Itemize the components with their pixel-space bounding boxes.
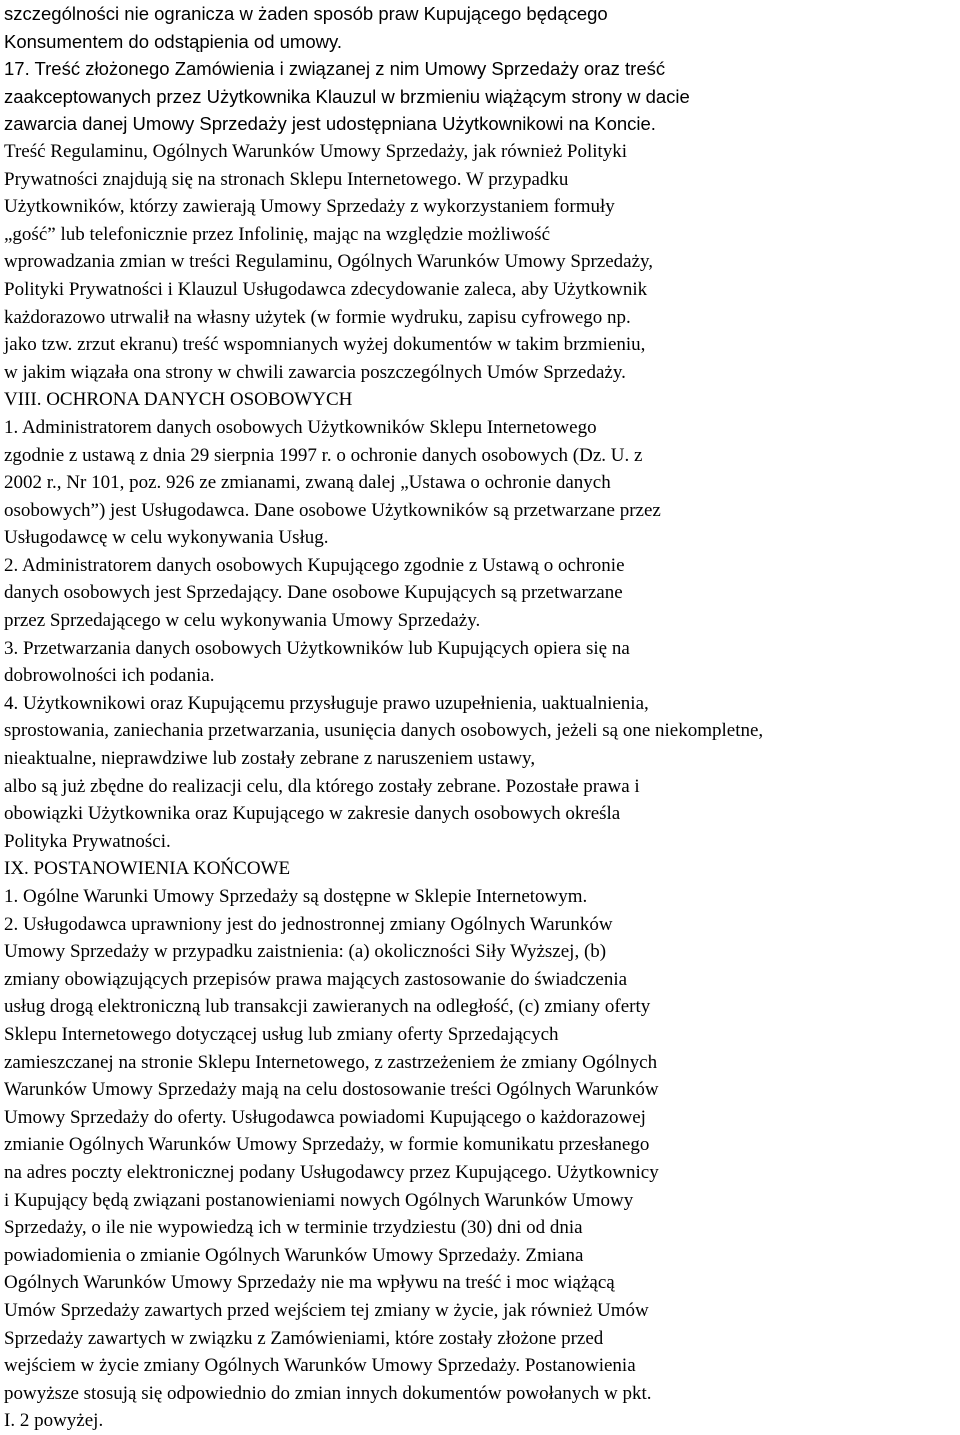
text-line: zawarcia danej Umowy Sprzedaży jest udostępniana Użytkownikowi na Koncie. (4, 113, 656, 135)
text-line: zmianie Ogólnych Warunków Umowy Sprzedaży, w formie komunikatu przesłanego (4, 1134, 650, 1156)
text-line: Użytkowników, którzy zawierają Umowy Sprzedaży z wykorzystaniem formuły (4, 196, 615, 218)
text-line: obowiązki Użytkownika oraz Kupującego w zakresie danych osobowych określa (4, 803, 621, 825)
text-line: 4. Użytkownikowi oraz Kupującemu przysługuje prawo uzupełnienia, uaktualnienia, (4, 692, 649, 714)
text-line: szczególności nie ogranicza w żaden sposób praw Kupującego będącego (4, 3, 608, 24)
text-line: zmiany obowiązujących przepisów prawa mających zastosowanie do świadczenia (4, 968, 628, 990)
text-line: 1. Ogólne Warunki Umowy Sprzedaży są dostępne w Sklepie Internetowym. (4, 886, 588, 907)
text-line: usług drogą elektroniczną lub transakcji zawieranych na odległość, (c) zmiany oferty (4, 996, 651, 1018)
text-line: osobowych”) jest Usługodawca. Dane osobowe Użytkowników są przetwarzane przez (4, 499, 661, 521)
text-line: dobrowolności ich podania. (4, 665, 215, 687)
text-line: 1. Administratorem danych osobowych Użytkowników Sklepu Internetowego (4, 416, 597, 438)
text-line: Konsumentem do odstąpienia od umowy. (4, 30, 342, 52)
text-line: Sklepu Internetowego dotyczącej usług lub zmiany oferty Sprzedających (4, 1023, 559, 1045)
text-line: 17. Treść złożonego Zamówienia i związanej z nim Umowy Sprzedaży oraz treść (4, 58, 666, 80)
text-line: zgodnie z ustawą z dnia 29 sierpnia 1997 r. o ochronie danych osobowych (Dz. U. z (4, 444, 643, 466)
text-line: Umów Sprzedaży zawartych przed wejściem tej zmiany w życie, jak również Umów (4, 1299, 649, 1321)
text-line: Polityka Prywatności. (4, 830, 171, 852)
text-line: Ogólnych Warunków Umowy Sprzedaży nie ma wpływu na treść i moc wiążącą (4, 1272, 615, 1294)
text-line: powiadomienia o zmianie Ogólnych Warunków Umowy Sprzedaży. Zmiana (4, 1244, 584, 1266)
text-line: wejściem w życie zmiany Ogólnych Warunków Umowy Sprzedaży. Postanowienia (4, 1355, 636, 1377)
text-line: nieaktualne, nieprawdziwe lub zostały zebrane z naruszeniem ustawy, (4, 748, 536, 770)
text-line: powyższe stosują się odpowiednio do zmian innych dokumentów powołanych w pkt. (4, 1382, 652, 1404)
text-line: 2. Administratorem danych osobowych Kupującego zgodnie z Ustawą o ochronie (4, 554, 625, 576)
text-line: 2002 r., Nr 101, poz. 926 ze zmianami, zwaną dalej „Ustawa o ochronie danych (4, 472, 611, 494)
text-line: albo są już zbędne do realizacji celu, dla którego zostały zebrane. Pozostałe prawa i (4, 775, 640, 797)
text-line: każdorazowo utrwalił na własny użytek (w formie wydruku, zapisu cyfrowego np. (4, 306, 631, 328)
text-line: Warunków Umowy Sprzedaży mają na celu dostosowanie treści Ogólnych Warunków (4, 1079, 659, 1101)
text-line: w jakim wiązała ona strony w chwili zawarcia poszczególnych Umów Sprzedaży. (4, 361, 626, 383)
text-line: zaakceptowanych przez Użytkownika Klauzul w brzmieniu wiążącym strony w dacie (4, 85, 690, 107)
document-page (4, 0, 960, 1435)
text-line: „gość” lub telefonicznie przez Infolinię, mając na względzie możliwość (4, 223, 550, 245)
text-line: na adres poczty elektronicznej podany Usługodawcy przez Kupującego. Użytkownicy (4, 1161, 659, 1183)
text-line: Sprzedaży zawartych w związku z Zamówieniami, które zostały złożone przed (4, 1327, 604, 1349)
text-line: sprostowania, zaniechania przetwarzania, usunięcia danych osobowych, jeżeli są one niekompletne, (4, 720, 764, 742)
text-line: przez Sprzedającego w celu wykonywania Umowy Sprzedaży. (4, 610, 481, 632)
text-line: jako tzw. zrzut ekranu) treść wspomnianych wyżej dokumentów w takim brzmieniu, (4, 334, 646, 356)
text-line: I. 2 powyżej. (4, 1410, 104, 1432)
text-line: Polityki Prywatności i Klauzul Usługodawca zdecydowanie zaleca, aby Użytkownik (4, 278, 648, 300)
text-line: Prywatności znajdują się na stronach Sklepu Internetowego. W przypadku (4, 168, 569, 190)
text-line: Treść Regulaminu, Ogólnych Warunków Umowy Sprzedaży, jak również Polityki (4, 140, 628, 162)
text-line: VIII. OCHRONA DANYCH OSOBOWYCH (4, 389, 353, 411)
text-line: Usługodawcę w celu wykonywania Usług. (4, 527, 329, 549)
text-line: i Kupujący będą związani postanowieniami nowych Ogólnych Warunków Umowy (4, 1189, 634, 1211)
text-line: Sprzedaży, o ile nie wypowiedzą ich w terminie trzydziestu (30) dni od dnia (4, 1217, 583, 1239)
text-line: zamieszczanej na stronie Sklepu Internetowego, z zastrzeżeniem że zmiany Ogólnych (4, 1051, 658, 1073)
text-line: Umowy Sprzedaży w przypadku zaistnienia: (a) okoliczności Siły Wyższej, (b) (4, 941, 607, 963)
text-line: 2. Usługodawca uprawniony jest do jednostronnej zmiany Ogólnych Warunków (4, 913, 613, 935)
text-line: Umowy Sprzedaży do oferty. Usługodawca powiadomi Kupującego o każdorazowej (4, 1106, 646, 1128)
text-line: 3. Przetwarzania danych osobowych Użytkowników lub Kupujących opiera się na (4, 637, 630, 659)
text-line: danych osobowych jest Sprzedający. Dane osobowe Kupujących są przetwarzane (4, 582, 623, 604)
text-line: wprowadzania zmian w treści Regulaminu, Ogólnych Warunków Umowy Sprzedaży, (4, 251, 654, 273)
text-line: IX. POSTANOWIENIA KOŃCOWE (4, 858, 291, 880)
